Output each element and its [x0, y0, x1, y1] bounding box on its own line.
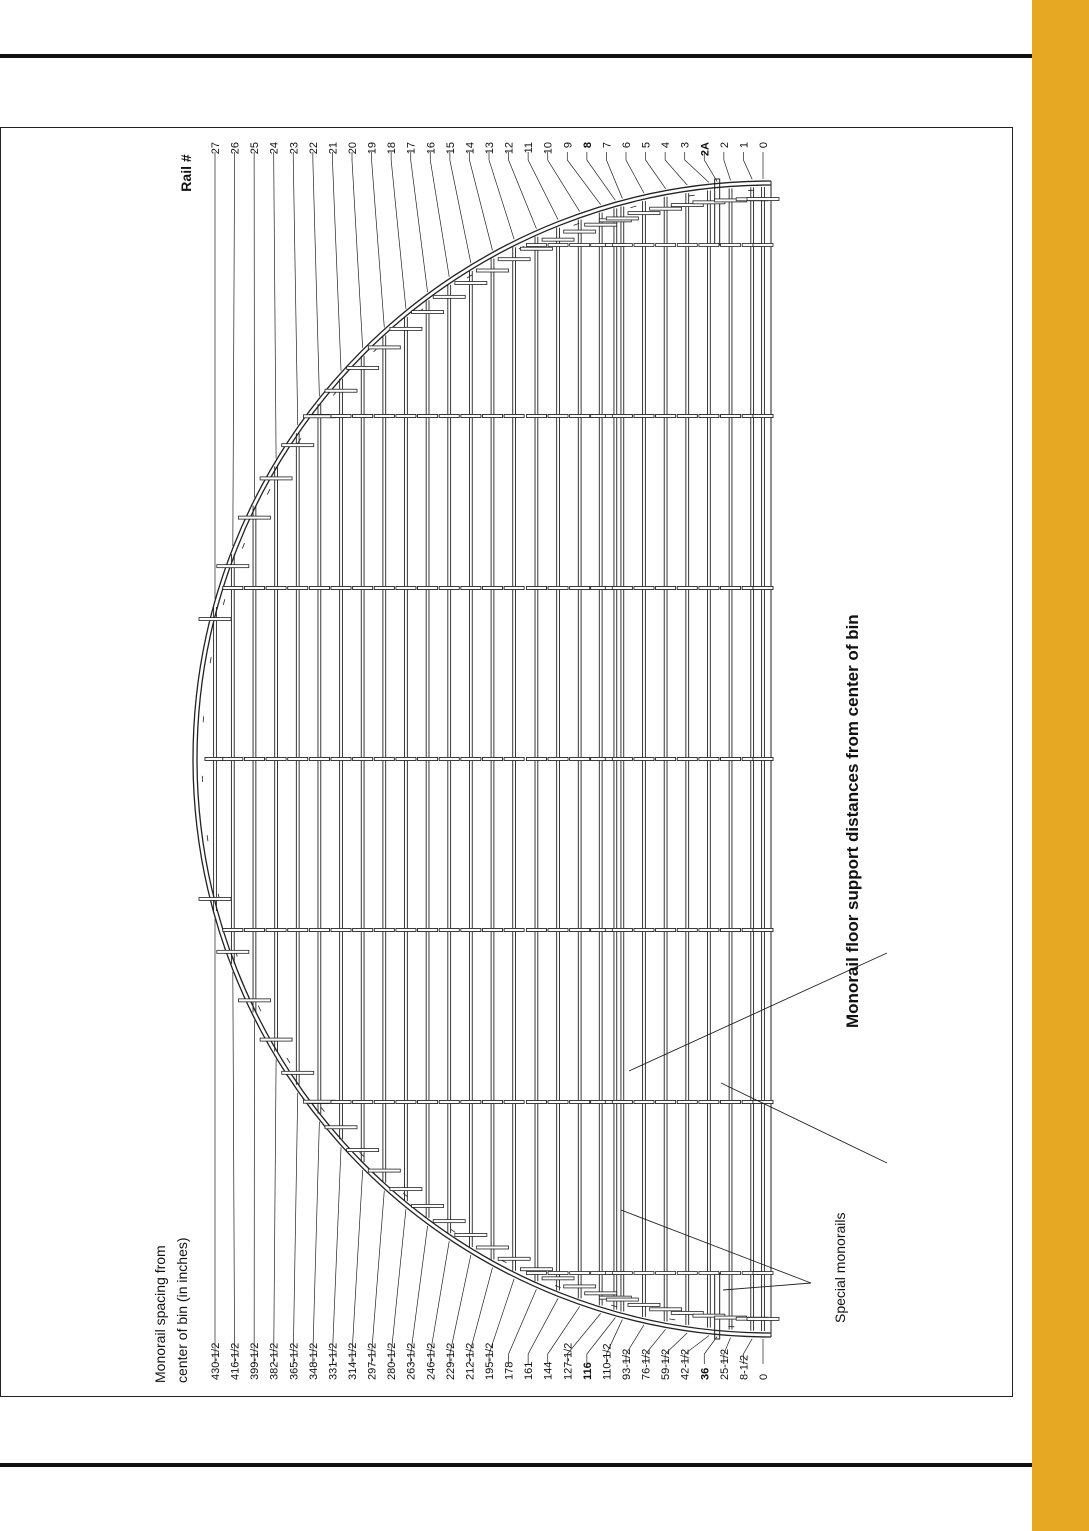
- floor-support: [461, 587, 481, 590]
- rail-number: 8: [581, 142, 594, 149]
- end-support: [368, 346, 400, 349]
- floor-support: [374, 587, 394, 590]
- floor-support: [288, 758, 308, 761]
- end-support: [520, 1268, 552, 1271]
- floor-support: [699, 587, 719, 590]
- floor-support: [656, 587, 676, 590]
- floor-support: [721, 1272, 741, 1275]
- floor-support: [461, 415, 481, 418]
- floor-support: [288, 929, 308, 932]
- rail-distance: 399-1/2: [249, 1342, 262, 1380]
- end-support: [325, 1126, 357, 1129]
- end-support: [217, 950, 249, 953]
- end-support: [477, 1246, 509, 1249]
- rail-distance: 144: [542, 1361, 555, 1380]
- rail-distance: 59-1/2: [660, 1348, 673, 1380]
- floor-support: [331, 415, 351, 418]
- floor-support: [570, 1101, 590, 1104]
- rail-number: 14: [464, 142, 477, 155]
- floor-support: [612, 1101, 632, 1104]
- floor-support: [353, 929, 373, 932]
- floor-support: [309, 758, 329, 761]
- end-support: [347, 366, 379, 369]
- floor-support: [353, 587, 373, 590]
- rail-number-leader: [411, 152, 428, 292]
- floor-support: [483, 587, 503, 590]
- floor-support: [309, 587, 329, 590]
- floor-support: [266, 929, 286, 932]
- special-monorail: [715, 1273, 720, 1339]
- floor-support: [721, 1101, 741, 1104]
- end-support: [650, 207, 682, 210]
- rail-number-header: Rail #: [178, 154, 194, 192]
- rail-distance: 246-1/2: [425, 1342, 438, 1380]
- floor-support: [504, 415, 524, 418]
- distance-leader: [509, 1289, 537, 1364]
- rail-number: 12: [503, 141, 516, 155]
- rail-distance: 331-1/2: [327, 1342, 340, 1380]
- floor-support: [753, 244, 773, 247]
- floor-support: [677, 415, 697, 418]
- end-support: [282, 444, 314, 447]
- perimeter-piece: [450, 1229, 455, 1232]
- rail-number: 20: [347, 142, 359, 155]
- floor-support: [461, 1101, 481, 1104]
- rail-distance: 263-1/2: [405, 1342, 418, 1380]
- rail-number-leader: [372, 152, 385, 327]
- end-support: [238, 516, 270, 519]
- floor-support: [548, 587, 568, 590]
- floor-support: [753, 415, 773, 418]
- rail-number: 25: [249, 142, 262, 155]
- rail-distance: 297-1/2: [366, 1342, 379, 1380]
- floor-support: [634, 1101, 654, 1104]
- floor-support: [374, 929, 394, 932]
- end-support: [477, 269, 509, 272]
- floor-support: [699, 1101, 719, 1104]
- floor-support: [374, 415, 394, 418]
- floor-support: [504, 587, 524, 590]
- rail-number-leader: [567, 152, 600, 205]
- floor-support: [439, 415, 459, 418]
- rail-number: 21: [327, 142, 340, 155]
- floor-support: [526, 587, 546, 590]
- rail-number: 1: [738, 142, 751, 149]
- floor-support: [634, 244, 654, 247]
- rail-number: 2A: [699, 142, 712, 157]
- rail-distance: 116: [581, 1362, 594, 1380]
- end-support: [433, 295, 465, 298]
- floor-support: [612, 415, 632, 418]
- floor-support: [677, 758, 697, 761]
- distance-leader: [704, 1336, 717, 1364]
- floor-support: [721, 415, 741, 418]
- perimeter-piece: [210, 657, 211, 663]
- labels: [152, 142, 862, 1383]
- floor-support: [396, 587, 416, 590]
- end-support: [433, 1220, 465, 1223]
- rail-number-leader: [274, 152, 276, 458]
- rail-number-leader: [233, 152, 235, 546]
- diagram-title: Monorail floor support distances from center of bin: [843, 614, 862, 1028]
- rail-distance: 430-1/2: [210, 1342, 222, 1380]
- end-support: [303, 415, 335, 418]
- floor-support: [504, 1101, 524, 1104]
- floor-support: [548, 1101, 568, 1104]
- end-support: [412, 311, 444, 314]
- floor-support: [526, 415, 546, 418]
- rail-number-leader: [548, 152, 580, 212]
- rail-number: 17: [405, 142, 418, 155]
- perimeter-piece: [669, 1319, 675, 1320]
- floor-support: [526, 1272, 546, 1275]
- end-support: [628, 212, 660, 215]
- diagram-frame: [0, 127, 1013, 1397]
- rail-number: 2: [718, 142, 731, 149]
- rail-distance: 42-1/2: [679, 1348, 692, 1380]
- floor-support: [570, 1272, 590, 1275]
- rail-number: 24: [268, 142, 281, 155]
- rail-number-leader: [587, 152, 615, 200]
- floor-support: [699, 1272, 719, 1275]
- rail-distance: 229-1/2: [444, 1342, 457, 1380]
- distance-leader: [274, 1060, 276, 1364]
- rail-number: 10: [542, 142, 555, 155]
- rail-distance: 195-1/2: [484, 1342, 496, 1380]
- end-support: [520, 247, 552, 250]
- floor-support: [374, 758, 394, 761]
- floor-support: [677, 587, 697, 590]
- rail-number: 22: [307, 142, 320, 155]
- floor-support: [288, 587, 308, 590]
- distance-leader: [528, 1298, 558, 1364]
- rail-number-leader: [724, 152, 731, 180]
- end-support: [747, 198, 779, 201]
- rail-number: 3: [679, 142, 692, 149]
- floor-support: [244, 587, 264, 590]
- perimeter-piece: [258, 1006, 261, 1011]
- floor-support: [677, 929, 697, 932]
- floor-support: [461, 929, 481, 932]
- floor-support: [612, 587, 632, 590]
- floor-support: [612, 758, 632, 761]
- end-support: [606, 1298, 638, 1301]
- rail-number-leader: [391, 152, 406, 309]
- floor-support: [570, 587, 590, 590]
- floor-support: [699, 415, 719, 418]
- floor-support: [656, 1101, 676, 1104]
- header-rule: [0, 54, 1032, 58]
- floor-support: [656, 1272, 676, 1275]
- floor-support: [353, 415, 373, 418]
- floor-support: [374, 1101, 394, 1104]
- rail-distance: 8-1/2: [738, 1354, 751, 1380]
- distance-leader: [332, 1147, 341, 1364]
- floor-support: [548, 244, 568, 247]
- floor-support: [699, 929, 719, 932]
- end-support: [390, 1188, 422, 1191]
- floor-support: [439, 758, 459, 761]
- floor-support: [656, 415, 676, 418]
- floor-support: [677, 1101, 697, 1104]
- floor-support: [483, 929, 503, 932]
- floor-support: [699, 244, 719, 247]
- rail-number-leader: [332, 152, 341, 371]
- floor-supports: [199, 198, 779, 1321]
- special-monorails-label: Special monorails: [832, 1212, 848, 1323]
- spacing-caption: Monorail spacing from: [152, 1245, 168, 1383]
- floor-support: [439, 929, 459, 932]
- perimeter-piece: [630, 206, 636, 207]
- distance-leader: [391, 1209, 406, 1364]
- floor-support: [223, 758, 243, 761]
- rail-distance: 110-1/2: [601, 1343, 614, 1380]
- floor-support: [656, 244, 676, 247]
- floor-support: [721, 929, 741, 932]
- floor-support: [439, 1101, 459, 1104]
- end-support: [498, 258, 530, 261]
- rail-distance: 127-1/2: [562, 1342, 575, 1380]
- floor-support: [753, 758, 773, 761]
- floor-support: [396, 929, 416, 932]
- end-support: [564, 230, 596, 233]
- floor-support: [753, 929, 773, 932]
- rail-number: 18: [386, 142, 399, 155]
- floor-support: [634, 1272, 654, 1275]
- floor-support: [483, 1101, 503, 1104]
- distance-leader: [233, 972, 235, 1364]
- floor-support: [753, 587, 773, 590]
- end-support: [199, 618, 231, 621]
- rail-distance: 178: [503, 1361, 516, 1380]
- end-support: [347, 1149, 379, 1152]
- rail-distance: 416-1/2: [229, 1342, 242, 1380]
- floor-support: [526, 758, 546, 761]
- floor-support: [526, 1101, 546, 1104]
- rail-distance: 212-1/2: [464, 1342, 477, 1380]
- floor-support: [223, 929, 243, 932]
- floor-support: [483, 758, 503, 761]
- rail-number: 11: [523, 142, 536, 154]
- floor-support: [634, 415, 654, 418]
- rail-number: 5: [640, 142, 653, 149]
- floor-support: [396, 1101, 416, 1104]
- perimeter-piece: [242, 543, 244, 549]
- floor-support: [548, 758, 568, 761]
- floor-support: [418, 1101, 438, 1104]
- end-support: [498, 1257, 530, 1260]
- end-support: [260, 1038, 292, 1041]
- rail-number-leader: [646, 152, 666, 189]
- floor-support: [548, 415, 568, 418]
- rail-number-leader: [313, 152, 320, 396]
- floor-support: [612, 929, 632, 932]
- floor-support: [244, 929, 264, 932]
- rail-number: 0: [758, 142, 770, 149]
- floor-support: [331, 758, 351, 761]
- floor-support: [504, 758, 524, 761]
- floor-support: [439, 587, 459, 590]
- end-support: [455, 1233, 487, 1236]
- floor-support: [418, 415, 438, 418]
- rail-distance: 161: [523, 1361, 536, 1380]
- floor-support: [634, 758, 654, 761]
- end-support: [325, 389, 357, 392]
- rail-number-leader: [450, 152, 471, 263]
- floor-support: [331, 587, 351, 590]
- rail-distance: 382-1/2: [268, 1342, 281, 1380]
- spacing-caption: center of bin (in inches): [174, 1237, 190, 1383]
- floor-support: [634, 587, 654, 590]
- floor-support: [418, 929, 438, 932]
- floor-support: [483, 415, 503, 418]
- rail-number-leader: [430, 152, 449, 277]
- floor-support: [699, 758, 719, 761]
- floor-support: [677, 1272, 697, 1275]
- distance-leader: [372, 1191, 385, 1364]
- floor-support: [353, 1101, 373, 1104]
- perimeter-piece: [267, 489, 270, 494]
- end-support: [542, 238, 574, 241]
- floor-support: [721, 244, 741, 247]
- floor-support: [223, 587, 243, 590]
- perimeter-piece: [403, 1193, 408, 1197]
- rail-number-leader: [469, 152, 492, 251]
- floor-support: [205, 758, 225, 761]
- rail-distance: 348-1/2: [307, 1342, 320, 1380]
- rail-number-leader: [293, 152, 297, 425]
- end-support: [390, 327, 422, 330]
- perimeter-piece: [207, 835, 208, 841]
- special-monorail: [715, 179, 720, 245]
- perimeter-piece: [287, 1058, 290, 1063]
- floor-support: [266, 758, 286, 761]
- floor-support: [418, 758, 438, 761]
- end-support: [606, 217, 638, 220]
- end-support: [585, 223, 617, 226]
- rail-number-leader: [665, 152, 687, 185]
- floor-support: [656, 929, 676, 932]
- distance-leader: [352, 1170, 363, 1364]
- rail-distance: 365-1/2: [288, 1342, 301, 1380]
- end-support: [199, 897, 231, 900]
- floor-support: [656, 758, 676, 761]
- monorail-floor-diagram: [1, 128, 1012, 1396]
- floor-support: [504, 929, 524, 932]
- rail-distance: 280-1/2: [386, 1342, 399, 1380]
- rail-distance: 93-1/2: [621, 1348, 633, 1380]
- floor-support: [526, 244, 546, 247]
- rail-number-leader: [626, 152, 644, 193]
- distance-leader: [313, 1122, 320, 1364]
- rail-number: 16: [425, 142, 438, 155]
- end-support: [260, 477, 292, 480]
- end-support: [368, 1169, 400, 1172]
- floor-support: [721, 587, 741, 590]
- floor-support: [677, 244, 697, 247]
- end-support: [542, 1277, 574, 1280]
- floor-support: [548, 929, 568, 932]
- floor-support: [612, 1272, 632, 1275]
- rail-distance: 314-1/2: [347, 1342, 359, 1380]
- rail-distance: 36: [699, 1367, 712, 1380]
- floor-support: [570, 244, 590, 247]
- floor-support: [418, 587, 438, 590]
- floor-support: [753, 1272, 773, 1275]
- floor-support: [244, 758, 264, 761]
- end-support: [564, 1285, 596, 1288]
- perimeter-piece: [223, 599, 225, 605]
- rail-number-leader: [352, 152, 363, 348]
- rail-number: 26: [229, 142, 242, 155]
- perimeter-piece: [321, 1107, 325, 1112]
- special-leader: [723, 1283, 811, 1290]
- floor-support: [548, 1272, 568, 1275]
- rail-distance: 0: [758, 1373, 770, 1380]
- rail-number-leader: [528, 152, 558, 220]
- rail-distance: 76-1/2: [640, 1348, 653, 1380]
- pointer-line: [721, 1083, 887, 1163]
- rail-number-leader: [743, 152, 752, 179]
- distance-leader: [293, 1093, 297, 1364]
- floor-support: [396, 758, 416, 761]
- floor-support: [309, 929, 329, 932]
- end-support: [585, 1292, 617, 1295]
- floor-support: [331, 929, 351, 932]
- end-support: [303, 1100, 335, 1103]
- floor-support: [331, 1101, 351, 1104]
- floor-support: [396, 415, 416, 418]
- rail-number-leader: [509, 152, 537, 229]
- floor-support: [526, 929, 546, 932]
- end-support: [455, 282, 487, 285]
- floor-support: [570, 929, 590, 932]
- rail-number: 19: [366, 142, 379, 155]
- end-support: [412, 1204, 444, 1207]
- rail-number: 7: [601, 142, 614, 149]
- rail-number: 9: [562, 142, 575, 149]
- end-support: [650, 1308, 682, 1311]
- rail-number: 13: [484, 142, 496, 155]
- floor-support: [721, 758, 741, 761]
- rail-number: 15: [444, 142, 457, 155]
- floor-support: [570, 415, 590, 418]
- end-support: [282, 1071, 314, 1074]
- end-support: [628, 1303, 660, 1306]
- floor-support: [266, 587, 286, 590]
- end-support: [217, 565, 249, 568]
- footer-rule: [0, 1463, 1032, 1467]
- perimeter-piece: [689, 195, 695, 196]
- end-support: [238, 999, 270, 1002]
- floor-support: [570, 758, 590, 761]
- rail-number: 6: [621, 142, 633, 149]
- rail-number: 23: [288, 142, 301, 155]
- floor-support: [612, 244, 632, 247]
- section-tab: [1032, 0, 1089, 1531]
- floor-support: [353, 758, 373, 761]
- floor-support: [461, 758, 481, 761]
- floor-support: [634, 929, 654, 932]
- rail-number: 27: [210, 142, 222, 155]
- rail-number: 4: [660, 142, 673, 149]
- rail-distance: 25-1/2: [718, 1348, 731, 1380]
- end-support: [747, 1317, 779, 1320]
